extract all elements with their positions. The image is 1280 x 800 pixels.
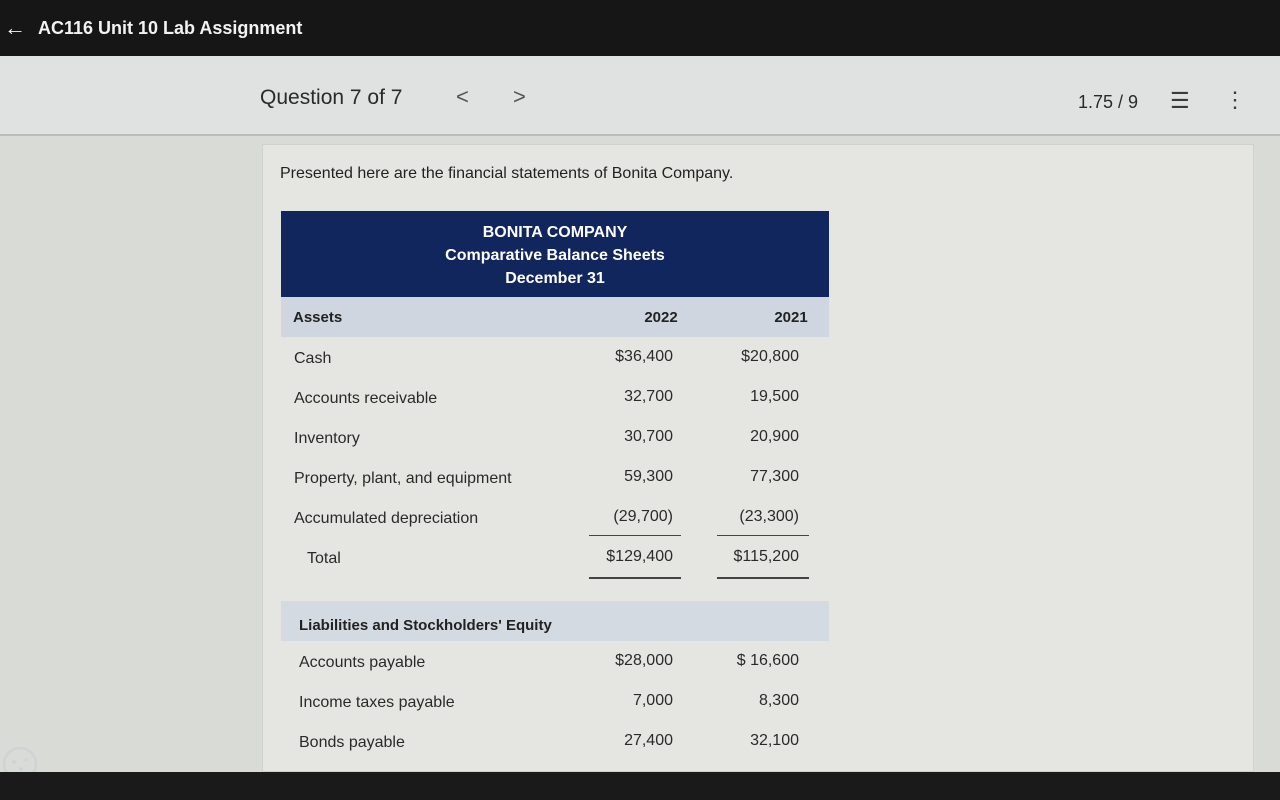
question-nav-bar xyxy=(0,56,1280,136)
subtotal-rule xyxy=(589,535,681,536)
table-row xyxy=(281,337,829,377)
bottom-bezel xyxy=(0,772,1280,800)
value-2022: 59,300 xyxy=(624,468,673,485)
company-name: BONITA COMPANY xyxy=(482,224,628,241)
value-2021: 20,900 xyxy=(750,428,799,445)
question-intro: Presented here are the financial statements of Bonita Company. xyxy=(280,165,734,182)
value-2022: 32,700 xyxy=(624,388,673,405)
table-row xyxy=(281,377,829,417)
total-label: Total xyxy=(307,550,341,567)
previous-question-button[interactable]: < xyxy=(456,84,469,109)
table-row xyxy=(281,641,829,681)
assignment-title: AC116 Unit 10 Lab Assignment xyxy=(38,17,303,38)
row-label: Accounts receivable xyxy=(294,390,438,407)
assets-header-row xyxy=(281,297,829,337)
statement-date: December 31 xyxy=(505,270,605,287)
next-question-button[interactable]: > xyxy=(513,84,526,109)
screen xyxy=(0,56,1280,772)
assets-label: Assets xyxy=(293,309,343,326)
table-row xyxy=(281,497,829,537)
value-2021: (23,300) xyxy=(739,508,799,525)
total-row xyxy=(281,537,829,577)
value-2022: $28,000 xyxy=(615,652,673,669)
row-label: Accumulated depreciation xyxy=(294,510,479,527)
question-content xyxy=(262,144,1254,772)
value-2021: 32,100 xyxy=(750,732,799,749)
row-label: Property, plant, and equipment xyxy=(294,470,512,487)
score-display: 1.75 / 9 xyxy=(1078,92,1139,112)
row-label: Accounts payable xyxy=(299,654,426,671)
year-2021-header: 2021 xyxy=(774,309,808,326)
table-row xyxy=(281,681,829,721)
liabilities-label: Liabilities and Stockholders' Equity xyxy=(299,617,552,634)
value-2022: (29,700) xyxy=(613,508,673,525)
row-label: Income taxes payable xyxy=(299,694,455,711)
value-2021: $ 16,600 xyxy=(736,652,799,669)
value-2021: 19,500 xyxy=(750,388,799,405)
row-label: Bonds payable xyxy=(299,734,405,751)
value-2022: 27,400 xyxy=(624,732,673,749)
statement-title: Comparative Balance Sheets xyxy=(445,247,665,264)
back-arrow-icon[interactable]: ← xyxy=(4,15,26,40)
total-rule xyxy=(589,577,681,579)
more-options-icon[interactable]: ⋮ xyxy=(1224,87,1246,112)
value-2021: 77,300 xyxy=(750,468,799,485)
table-row xyxy=(281,417,829,457)
total-2022: $129,400 xyxy=(606,548,673,565)
question-counter: Question 7 of 7 xyxy=(260,86,403,109)
question-list-icon[interactable]: ☰ xyxy=(1170,88,1190,113)
row-label: Inventory xyxy=(294,430,360,447)
table-row xyxy=(281,721,829,761)
liabilities-header-row xyxy=(281,601,829,641)
row-label: Cash xyxy=(294,350,332,367)
value-2022: $36,400 xyxy=(615,348,673,365)
value-2021: $20,800 xyxy=(741,348,799,365)
total-2021: $115,200 xyxy=(733,548,799,565)
statement-header xyxy=(281,211,829,297)
top-bar xyxy=(0,0,1280,56)
table-row xyxy=(281,457,829,497)
value-2021: 8,300 xyxy=(758,692,799,709)
value-2022: 30,700 xyxy=(624,428,673,445)
subtotal-rule xyxy=(717,535,809,536)
value-2022: 7,000 xyxy=(632,692,673,709)
total-rule xyxy=(717,577,809,579)
balance-sheet-table xyxy=(281,211,829,761)
year-2022-header: 2022 xyxy=(644,309,678,326)
